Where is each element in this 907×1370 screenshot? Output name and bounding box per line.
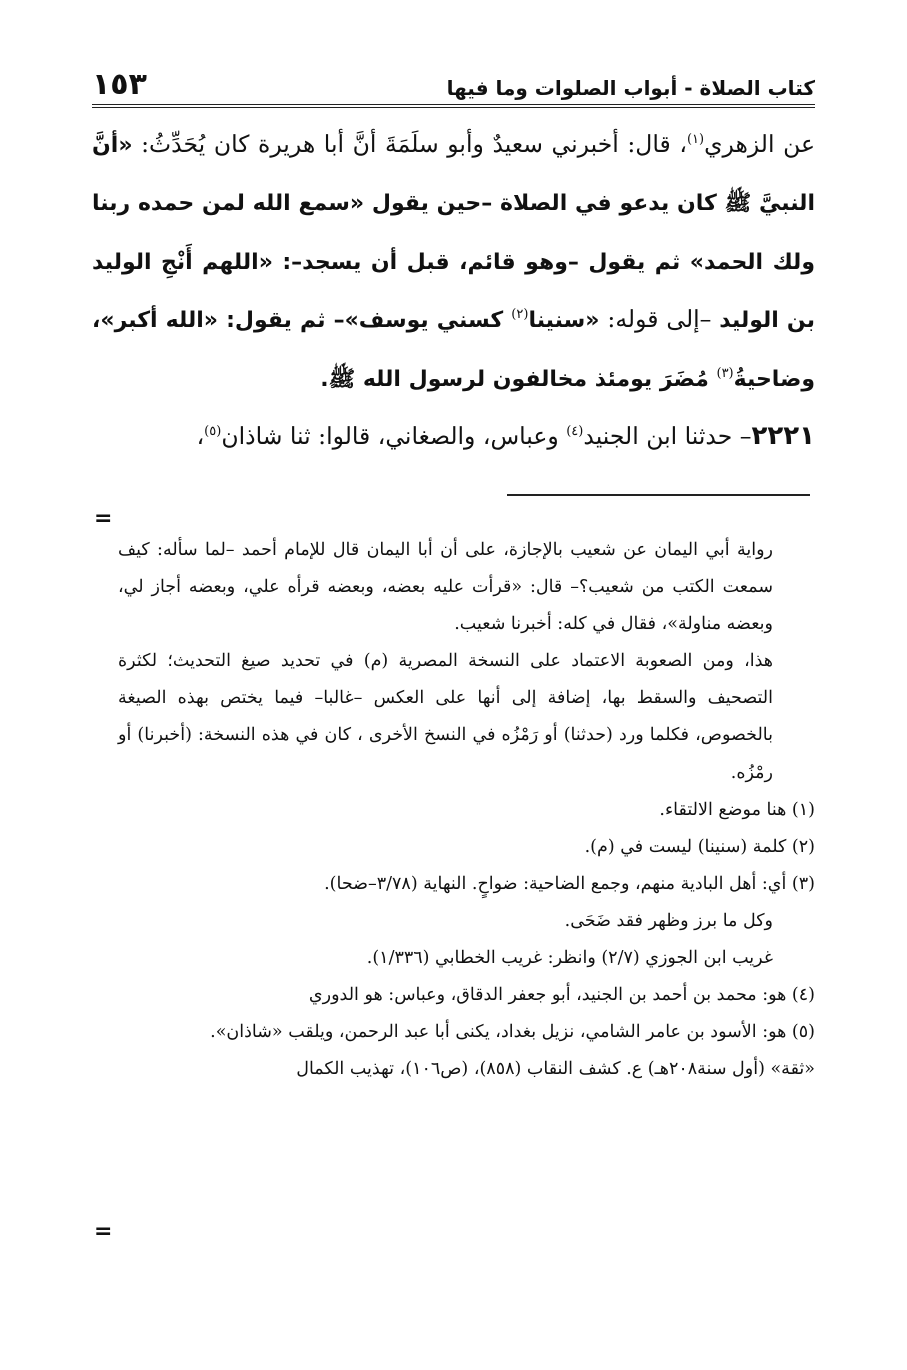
continuation-mark-bottom: =: [94, 1219, 113, 1244]
hadith-text: [92, 116, 815, 408]
footnote-ref: (٥): [204, 424, 222, 440]
footnote-2: (٢) كلمة (سنينا) ليست في (م).: [584, 836, 815, 857]
footnote-3: (٣) أي: أهل البادية منهم، وجمع الضاحية: ضواحٍ. النهاية (٣/٧٨–ضحا).: [324, 873, 815, 894]
footnote-5: (٥) هو: الأسود بن عامر الشامي، نزيل بغداد، يكنى أبا عبد الرحمن، ويلقب «شاذان».: [210, 1022, 815, 1043]
hadith-isnad: [92, 408, 815, 465]
footnote-ref: (٣): [716, 365, 734, 381]
text-segment: ، قال: أخبرني سعيدٌ وأبو سلَمَةَ أنَّ أبا هريرة كان يُحَدِّثُ:: [132, 130, 687, 158]
footnote-3-line: غريب ابن الجوزي (٢/٧) وانظر: غريب الخطابي (١/٣٣٦).: [366, 948, 773, 969]
hadith-matn: «سنينا: [528, 308, 600, 334]
footnote-4: (٤) هو: محمد بن أحمد بن الجنيد، أبو جعفر الدقاق، وعباس: هو الدوري: [308, 985, 815, 1006]
footnote-continuation: رواية أبي اليمان عن شعيب بالإجازة، على أن أبا اليمان قال للإمام أحمد –لما سأله: كيف سمعت الكتب من شعيب؟– قال: «قرأت عليه بعضه، وبعضه قرأه علي، وبعضه أجاز لي، وبعضه مناولة»، فقال في كله: أخبرنا شعيب.: [118, 540, 773, 635]
hadith-matn: كسني يوسف»– ثم يقول: «الله أكبر»، وضاحيةُ: [92, 308, 815, 392]
running-title: كتاب الصلاة - أبواب الصلوات وما فيها: [446, 76, 815, 100]
text-segment: ،: [196, 422, 205, 451]
continuation-mark-top: =: [94, 506, 113, 531]
hadith-matn: مُضَرَ يومئذ مخالفون لرسول الله ﷺ.: [320, 366, 717, 392]
footnotes: [118, 532, 815, 1088]
footnote-3-line: وكل ما برز وظهر فقد ضَحَى.: [564, 910, 773, 931]
footnote-ref: (٢): [511, 307, 529, 323]
hadith-matn: «أنَّ النبيَّ ﷺ كان يدعو في الصلاة –حين يقول «سمع الله لمن حمده ربنا ولك الحمد» ثم يقول –وهو قائم، قبل أن يسجد–: «اللهم أَنْجِ الوليد بن الوليد: [92, 133, 815, 334]
footnote-1: (١) هنا موضع الالتقاء.: [659, 799, 815, 820]
text-segment: – حدثنا ابن الجنيد: [583, 422, 752, 451]
footnote-5-line: «ثقة» (أول سنة٢٠٨هـ) ع. كشف النقاب (٨٥٨)، (ص١٠٦)، تهذيب الكمال: [296, 1059, 815, 1080]
text-segment: وعباس، والصغاني، قالوا: ثنا شاذان: [221, 422, 567, 451]
hadith-number: ٢٢٢١: [751, 421, 815, 452]
text-segment: –إلى قوله:: [599, 305, 720, 334]
footnote-ref: (١): [686, 132, 705, 148]
main-text: [92, 116, 815, 465]
page-header: [92, 60, 815, 108]
page-number: ١٥٣: [92, 67, 147, 102]
footnote-separator: [507, 494, 810, 496]
text-segment: عن الزهري: [704, 130, 815, 158]
footnote-continuation: هذا، ومن الصعوبة الاعتماد على النسخة المصرية (م) في تحديد صيغ التحديث؛ لكثرة التصحيف والسقط بها، إضافة إلى أنها على العكس –غالبا– فيما يختص بهذه الصيغة بالخصوص، فكلما ورد (حدثنا) أو رَمْزُه في النسخ الأخرى ، كان في هذه النسخة: (أخبرنا) أو رمْزُه.: [118, 651, 773, 783]
footnote-ref: (٤): [566, 424, 584, 440]
